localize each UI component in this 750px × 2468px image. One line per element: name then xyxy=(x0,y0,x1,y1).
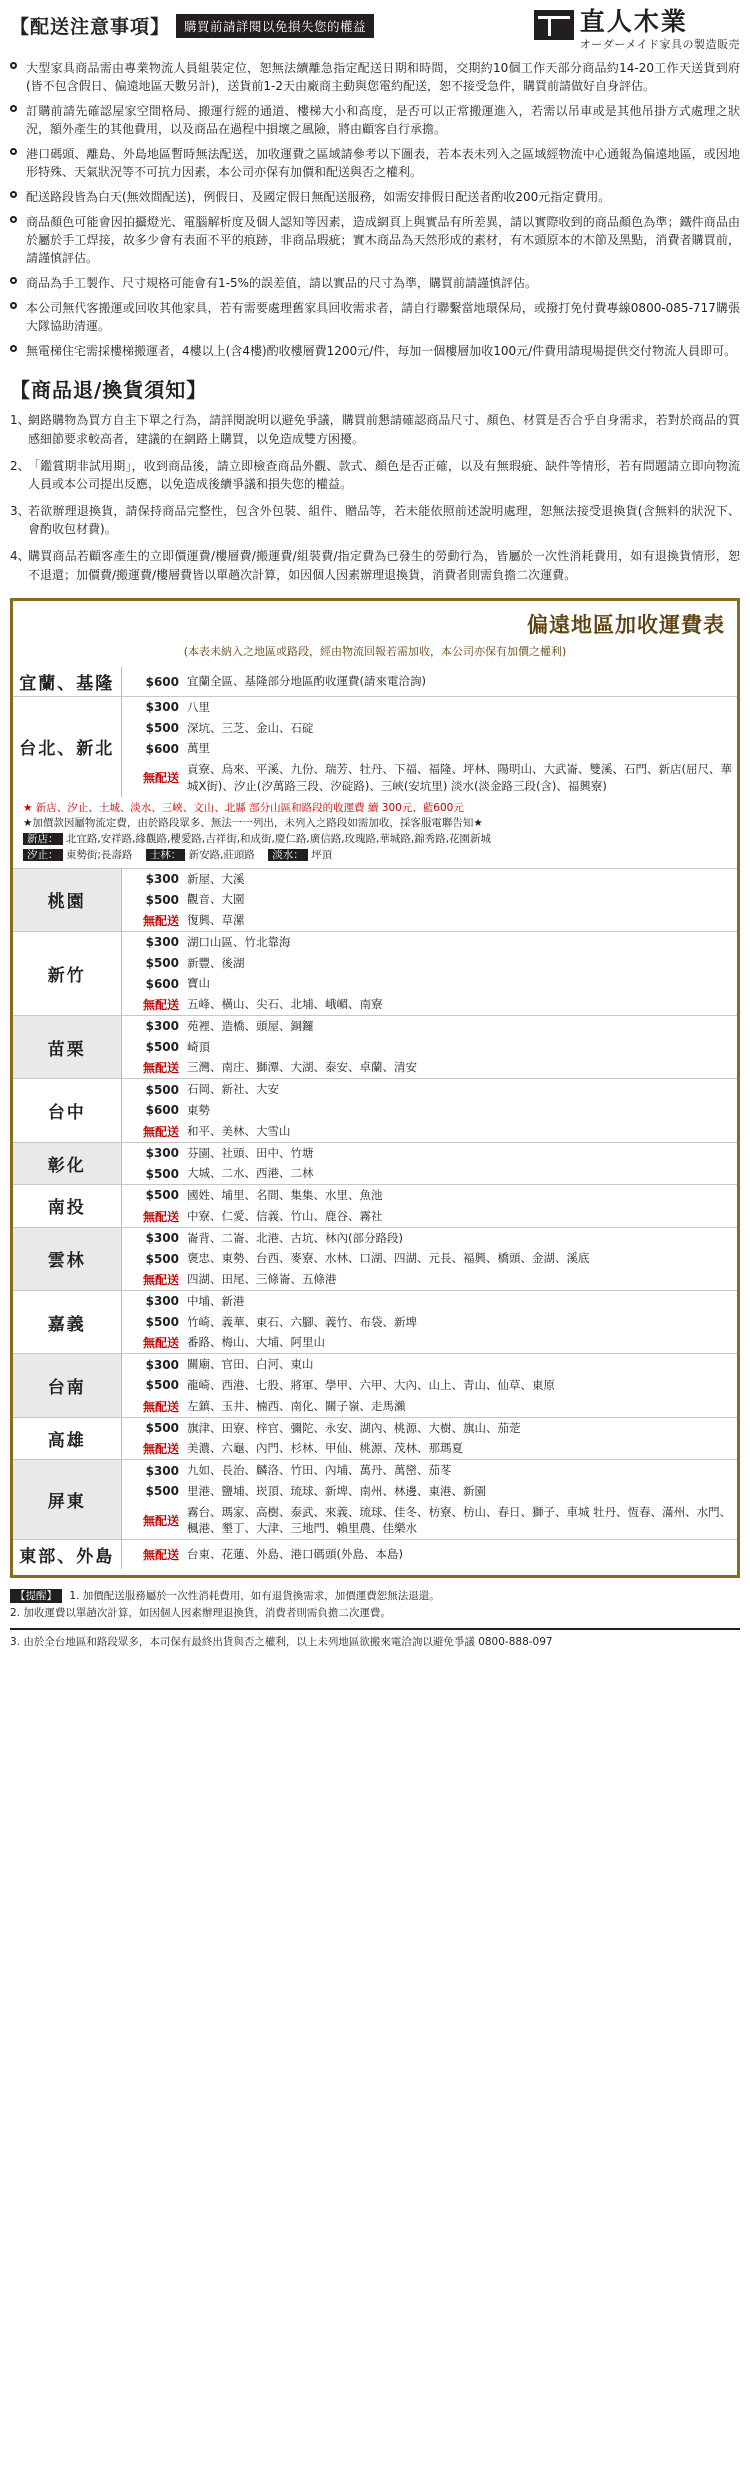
area-cell: 霧台、瑪家、高樹、泰武、來義、琉球、佳冬、枋寮、枋山、春日、獅子、車城 牡丹、恆春、滿州、水門、楓港、墾丁、大津、三地門、賴里農、佳樂水 xyxy=(187,1504,732,1536)
table-row xyxy=(13,1227,737,1248)
price-cell: $600 xyxy=(145,976,179,991)
table-row xyxy=(13,910,737,931)
area-cell: 八里 xyxy=(187,700,210,715)
table-row xyxy=(13,1248,737,1269)
area-cell: 深坑、三芝、金山、石碇 xyxy=(187,720,314,735)
area-cell: 番路、梅山、大埔、阿里山 xyxy=(187,1335,325,1350)
table-row xyxy=(13,697,737,718)
price-cell: $600 xyxy=(145,674,179,689)
price-cell: $500 xyxy=(145,1039,179,1054)
notice-text: 無電梯住宅需採樓梯搬運者，4樓以上(含4樓)酌收樓層費1200元/件，每加一個樓層加收100元/件費用請現場提供交付物流人員即可。 xyxy=(26,344,737,359)
area-cell: 新屋、大溪 xyxy=(187,871,245,886)
table-row xyxy=(13,973,737,994)
area-cell: 芬園、社頭、田中、竹塘 xyxy=(187,1145,314,1160)
notice-text: 本公司無代客搬運或回收其他家具，若有需要處理舊家具回收需求者，請自行聯繫當地環保局，或撥打免付費專線0800-085-717購張大隊協助清運。 xyxy=(26,301,740,334)
table-row xyxy=(13,1037,737,1058)
region-label: 高雄 xyxy=(13,1417,121,1459)
region-label: 彰化 xyxy=(13,1142,121,1184)
brand-logo xyxy=(534,8,740,51)
fee-table-east-islands xyxy=(13,1539,737,1569)
list-item xyxy=(10,299,740,335)
area-cell: 新豐、後湖 xyxy=(187,955,245,970)
table-row xyxy=(13,1539,737,1569)
list-number: 4、 xyxy=(10,548,30,563)
table-row xyxy=(13,1015,737,1036)
region-label: 宜蘭、基隆 xyxy=(13,667,121,696)
footer-divider xyxy=(10,1628,740,1630)
region-label: 苗栗 xyxy=(13,1015,121,1078)
notice-text: 訂購前請先確認屋家空間格局、搬運行經的通道、樓梯大小和高度，是否可以正常搬運進入，若需以吊車或是其他吊掛方式處理之狀況，額外產生的其他費用，以及商品在過程中損壞之風險，將由顧客自行承擔。 xyxy=(26,104,740,137)
price-cell: 無配送 xyxy=(142,1547,179,1562)
fee-table-miaoli xyxy=(13,1015,737,1078)
fee-table-title: 偏遠地區加收運費表 xyxy=(527,613,725,638)
list-item xyxy=(10,145,740,181)
price-cell: $300 xyxy=(145,1294,179,1309)
area-cell: 東勢 xyxy=(187,1102,210,1117)
return-section-list xyxy=(10,411,740,584)
table-row xyxy=(13,1057,737,1078)
list-item xyxy=(10,502,740,539)
table-row xyxy=(13,1312,737,1333)
fee-table-pingtung xyxy=(13,1459,737,1539)
price-cell: $500 xyxy=(145,1082,179,1097)
notice-list xyxy=(10,59,740,360)
area-cell: 竹崎、義華、東石、六腳、義竹、布袋、新埤 xyxy=(187,1314,417,1329)
brand-tagline: オーダーメイド家具の製造販売 xyxy=(579,37,740,51)
fee-table-nantou xyxy=(13,1184,737,1227)
area-cell: 旗津、田寮、梓官、彌陀、永安、湖內、桃源、大樹、旗山、茄萣 xyxy=(187,1420,521,1435)
return-text: 網路購物為買方自主下單之行為，請詳閱說明以避免爭議，購買前懇請確認商品尺寸、顏色、材質是否合乎自身需求，若對於商品的質感細節要求較高者，建議的在網路上購買，以免造成雙方困擾。 xyxy=(28,413,740,446)
fee-table-hsinchu xyxy=(13,931,737,1015)
table-row xyxy=(13,1417,737,1438)
area-cell: 五峰、橫山、尖石、北埔、峨嵋、南寮 xyxy=(187,997,383,1012)
list-item xyxy=(10,213,740,267)
price-cell: 無配送 xyxy=(142,997,179,1012)
area-cell: 貢寮、烏來、平溪、九份、瑞芳、牡丹、下福、福隆、坪林、陽明山、大武崙、雙溪、石門、新店(屈尺、華城X街)、汐止(汐萬路三段、汐碇路)、三峽(安坑里) 淡水(淡金路三段(含)、福興寮) xyxy=(187,762,732,793)
star-note-areas-xindian: 北宜路,安祥路,緣觀路,櫻愛路,吉祥街,和成街,慶仁路,廣信路,玫瑰路,華城路,錦秀路,花園新城 xyxy=(65,833,492,845)
list-number: 2、 xyxy=(10,458,30,473)
table-row xyxy=(13,1502,737,1539)
price-cell: 無配送 xyxy=(142,913,179,928)
price-cell: $500 xyxy=(145,1420,179,1435)
page-header xyxy=(10,8,740,51)
list-item xyxy=(10,274,740,292)
table-row xyxy=(13,1438,737,1459)
bullet-icon xyxy=(10,299,20,335)
table-row xyxy=(13,1142,737,1163)
price-cell: $500 xyxy=(145,1314,179,1329)
table-row xyxy=(13,889,737,910)
area-cell: 三灣、南庄、獅潭、大湖、泰安、卓蘭、清安 xyxy=(187,1060,417,1075)
star-note-line-2: ★加價款因屬物流定費，由於路段眾多、無法一一列出，未列入之路段如需加收，採客服電聯告知★ xyxy=(23,817,483,830)
area-cell: 關廟、官田、白河、東山 xyxy=(187,1357,314,1372)
table-row xyxy=(13,1332,737,1353)
return-text: 「鑑賞期非試用期」，收到商品後，請立即檢查商品外觀、款式、顏色是否正確，以及有無瑕疵、缺件等情形，若有問題請立即向物流人員或本公司提出反應，以免造成後續爭議和損失您的權益。 xyxy=(28,458,740,492)
star-note-label-xizhi: 汐止： xyxy=(23,849,63,861)
price-cell: $300 xyxy=(145,1145,179,1160)
list-number: 3、 xyxy=(10,503,30,518)
table-row xyxy=(13,868,737,889)
header-subtitle-badge: 購買前請詳閱以免損失您的權益 xyxy=(176,14,374,38)
list-item xyxy=(10,59,740,95)
table-row xyxy=(13,1079,737,1100)
fee-table-yunlin xyxy=(13,1227,737,1290)
price-cell: 無配送 xyxy=(142,1061,179,1076)
notice-text: 配送路段皆為白天(無效間配送)，例假日、及國定假日無配送服務，如需安排假日配送者酌收200元指定費用。 xyxy=(26,190,611,205)
star-note-label-tamsui: 淡水： xyxy=(268,849,308,861)
area-cell: 左鎮、玉井、楠西、南化、關子嶺、走馬瀨 xyxy=(187,1398,406,1413)
list-item xyxy=(10,457,740,494)
table-row xyxy=(13,953,737,974)
table-row xyxy=(13,738,737,759)
price-cell: $600 xyxy=(145,741,179,756)
fee-table-taipei xyxy=(13,696,737,796)
list-item xyxy=(10,102,740,138)
area-cell: 復興、草漯 xyxy=(187,913,245,927)
table-row xyxy=(13,1396,737,1417)
table-row xyxy=(13,1121,737,1142)
fee-table-kaohsiung xyxy=(13,1417,737,1460)
region-label: 新竹 xyxy=(13,931,121,1015)
star-note-areas-tamsui: 坪頂 xyxy=(311,848,333,861)
fee-table-tainan xyxy=(13,1353,737,1416)
star-note-label-xindian: 新店： xyxy=(23,833,63,845)
star-note-block xyxy=(13,797,737,868)
price-cell: 無配送 xyxy=(142,1272,179,1287)
region-label: 台北、新北 xyxy=(13,697,121,797)
area-cell: 寶山 xyxy=(187,976,210,991)
notice-text: 商品為手工製作、尺寸規格可能會有1-5%的誤差值，請以實品的尺寸為準，購買前請謹慎評估。 xyxy=(26,276,538,291)
area-cell: 萬里 xyxy=(187,741,210,756)
table-row xyxy=(13,718,737,739)
fee-table-note: (本表未納入之地區或路段，經由物流回報若需加收，本公司亦保有加價之權利) xyxy=(183,645,567,659)
price-cell: $300 xyxy=(145,700,179,715)
brand-name: 直人木業 xyxy=(579,7,688,36)
star-note-line-4 xyxy=(23,848,731,864)
area-cell: 國姓、埔里、名間、集集、水里、魚池 xyxy=(187,1187,383,1202)
price-cell: $300 xyxy=(145,1357,179,1372)
area-cell: 宜蘭全區、基隆部分地區酌收運費(請來電洽詢) xyxy=(187,674,426,689)
price-cell: 無配送 xyxy=(142,1442,179,1457)
region-label: 台中 xyxy=(13,1079,121,1142)
table-row xyxy=(13,1206,737,1227)
bullet-icon xyxy=(10,274,20,292)
table-row xyxy=(13,1290,737,1311)
price-cell: $500 xyxy=(145,1484,179,1499)
price-cell: 無配送 xyxy=(142,1399,179,1414)
region-label: 東部、外島 xyxy=(13,1539,121,1569)
star-note-areas-shilin: 新安路,莊頭路 xyxy=(188,848,255,861)
price-cell: $500 xyxy=(145,892,179,907)
bullet-icon xyxy=(10,188,20,206)
area-cell: 湖口山區、竹北靠海 xyxy=(187,934,291,949)
price-cell: $500 xyxy=(145,721,179,736)
list-item xyxy=(10,342,740,360)
footer-line-2: 2. 加收運費以單趟次計算，如因個人因素辦理退換貨，消費者則需負擔二次運費。 xyxy=(10,1606,391,1619)
area-cell: 里港、鹽埔、崁頂、琉球、新埤、南州、林邊、東港、新園 xyxy=(187,1483,486,1498)
bullet-icon xyxy=(10,59,20,95)
list-item xyxy=(10,188,740,206)
region-label: 桃園 xyxy=(13,868,121,931)
fee-table-taoyuan xyxy=(13,868,737,931)
table-row xyxy=(13,1100,737,1121)
area-cell: 中埔、新港 xyxy=(187,1293,245,1308)
area-cell: 和平、美林、大雪山 xyxy=(187,1123,291,1138)
table-row xyxy=(13,931,737,952)
footer-tag: 【提醒】 xyxy=(10,1589,62,1603)
star-note-line-3 xyxy=(23,832,731,848)
brand-text xyxy=(580,8,740,51)
return-section-heading: 【商品退/換貨須知】 xyxy=(10,378,208,403)
price-cell: 無配送 xyxy=(142,1336,179,1351)
notice-text: 商品顏色可能會因拍攝燈光、電腦解析度及個人認知等因素，造成網頁上與實品有所差異，請以實際收到的商品顏色為準；鐵件商品由於屬於手工焊接，故多少會有表面不平的痕跡，非商品瑕疵；實木商品為天然形成的素材，有木頭原本的木節及黑點，消費者購買前，請謹慎評估。 xyxy=(26,215,740,266)
header-title-group xyxy=(10,8,374,39)
table-row xyxy=(13,667,737,696)
footer-text-1: 1. 加價配送服務屬於一次性消耗費用，如有退貨換需求，加價運費恕無法退還。 xyxy=(69,1589,440,1602)
fee-table-panel xyxy=(10,598,740,1578)
region-label: 南投 xyxy=(13,1184,121,1226)
area-cell: 苑裡、造橋、頭屋、銅鑼 xyxy=(187,1018,314,1033)
footer-line-1 xyxy=(10,1588,740,1605)
footer-line-3: 3. 由於全台地區和路段眾多，本司保有最終出貨與否之權利，以上未列地區欲搬來電洽詢以避免爭議 0800-888-097 xyxy=(10,1635,553,1648)
brand-mark-icon xyxy=(534,10,574,40)
notice-text: 大型家具商品需由專業物流人員組裝定位，恕無法續離急指定配送日期和時間，交期約10個工作天部分商品約14-20工作天送貨到府(皆不包含假日、偏遠地區天數另計)，送貨前1-2天由廠商主動與您電約配送，恕不接受急件，購買前請做好自身評估。 xyxy=(26,61,740,94)
table-row xyxy=(13,1184,737,1205)
area-cell: 崎頂 xyxy=(187,1039,210,1054)
table-row xyxy=(13,1481,737,1502)
price-cell: 無配送 xyxy=(142,1209,179,1224)
price-cell: $300 xyxy=(145,1230,179,1245)
fee-table-chiayi xyxy=(13,1290,737,1353)
price-cell: $300 xyxy=(145,935,179,950)
fee-table xyxy=(13,667,737,696)
star-note-areas-xizhi: 東勢街;長壽路 xyxy=(65,848,133,861)
price-cell: $600 xyxy=(145,1103,179,1118)
bullet-icon xyxy=(10,145,20,181)
price-cell: $500 xyxy=(145,955,179,970)
price-cell: $500 xyxy=(145,1188,179,1203)
page-title: 【配送注意事項】 xyxy=(10,16,171,38)
price-cell: $500 xyxy=(145,1166,179,1181)
area-cell: 崙背、二崙、北港、古坑、林內(部分路段) xyxy=(187,1230,403,1245)
fee-table-taichung xyxy=(13,1078,737,1141)
price-cell: $300 xyxy=(145,871,179,886)
area-cell: 龍崎、西港、七股、將軍、學甲、六甲、大內、山上、青山、仙草、東原 xyxy=(187,1377,555,1392)
region-label: 嘉義 xyxy=(13,1290,121,1353)
price-cell: $300 xyxy=(145,1019,179,1034)
area-cell: 美濃、六龜、內門、杉林、甲仙、桃源、茂林、那瑪夏 xyxy=(187,1441,463,1456)
table-row xyxy=(13,1163,737,1184)
price-cell: $300 xyxy=(145,1463,179,1478)
list-item xyxy=(10,411,740,448)
table-row xyxy=(13,1375,737,1396)
table-row xyxy=(13,1354,737,1375)
footer-note xyxy=(10,1588,740,1650)
fee-table-changhua xyxy=(13,1142,737,1184)
list-number: 1、 xyxy=(10,413,30,428)
table-row xyxy=(13,759,737,796)
table-row xyxy=(13,1460,737,1481)
bullet-icon xyxy=(10,102,20,138)
return-text: 若欲辦理退換貨，請保持商品完整性，包含外包裝、組件、贈品等，若未能依照前述說明處理，恕無法接受退換貨(含無料的狀況下、會酌收包材費)。 xyxy=(28,503,740,537)
area-cell: 褒忠、東勢、台西、麥寮、水林、口湖、四湖、元長、褔興、橋頭、金湖、溪底 xyxy=(187,1251,590,1266)
bullet-icon xyxy=(10,213,20,267)
area-cell: 台東、花蓮、外島、港口碼頭(外島、本島) xyxy=(187,1547,403,1562)
region-label: 雲林 xyxy=(13,1227,121,1290)
list-item xyxy=(10,547,740,584)
region-label: 屏東 xyxy=(13,1460,121,1539)
area-cell: 大城、二水、西港、二林 xyxy=(187,1166,314,1181)
area-cell: 觀音、大園 xyxy=(187,892,245,907)
price-cell: 無配送 xyxy=(142,1513,179,1528)
table-row xyxy=(13,1269,737,1290)
region-label: 台南 xyxy=(13,1354,121,1417)
star-note-line-1: ★ 新店、汐止、土城、淡水、三峽、文山、北縣 部分山區和路段的收運費 續 300元、藍600元 xyxy=(23,801,464,814)
return-text: 購買商品若顧客產生的立即價運費/樓層費/搬運費/組裝費/指定費為已發生的勞動行為，皆屬於一次性消耗費用，如有退換貨情形，恕不退還；加價費/搬運費/樓層費皆以單趟次計算，如因個人因素辦理退換貨，消費者則需負擔二次運費。 xyxy=(28,548,740,582)
notice-text: 港口碼頭、離島、外島地區暫時無法配送，加收運費之區域請參考以下圖表，若本表未列入之區域經物流中心通報為偏遠地區，或因地形特殊、天氣狀況等不可抗力因素，本公司亦保有加價和配送與否之權利。 xyxy=(26,147,740,180)
area-cell: 中寮、仁愛、信義、竹山、鹿谷、霧社 xyxy=(187,1208,383,1223)
price-cell: $500 xyxy=(145,1251,179,1266)
price-cell: 無配送 xyxy=(142,771,179,786)
bullet-icon xyxy=(10,342,20,360)
star-note-label-shilin: 士林： xyxy=(146,849,186,861)
table-row xyxy=(13,994,737,1015)
area-cell: 石岡、新社、大安 xyxy=(187,1082,279,1097)
price-cell: 無配送 xyxy=(142,1124,179,1139)
area-cell: 九如、長治、麟洛、竹田、內埔、萬丹、萬巒、茄苳 xyxy=(187,1463,452,1478)
area-cell: 四湖、田尾、三條崙、五條港 xyxy=(187,1272,337,1287)
price-cell: $500 xyxy=(145,1378,179,1393)
